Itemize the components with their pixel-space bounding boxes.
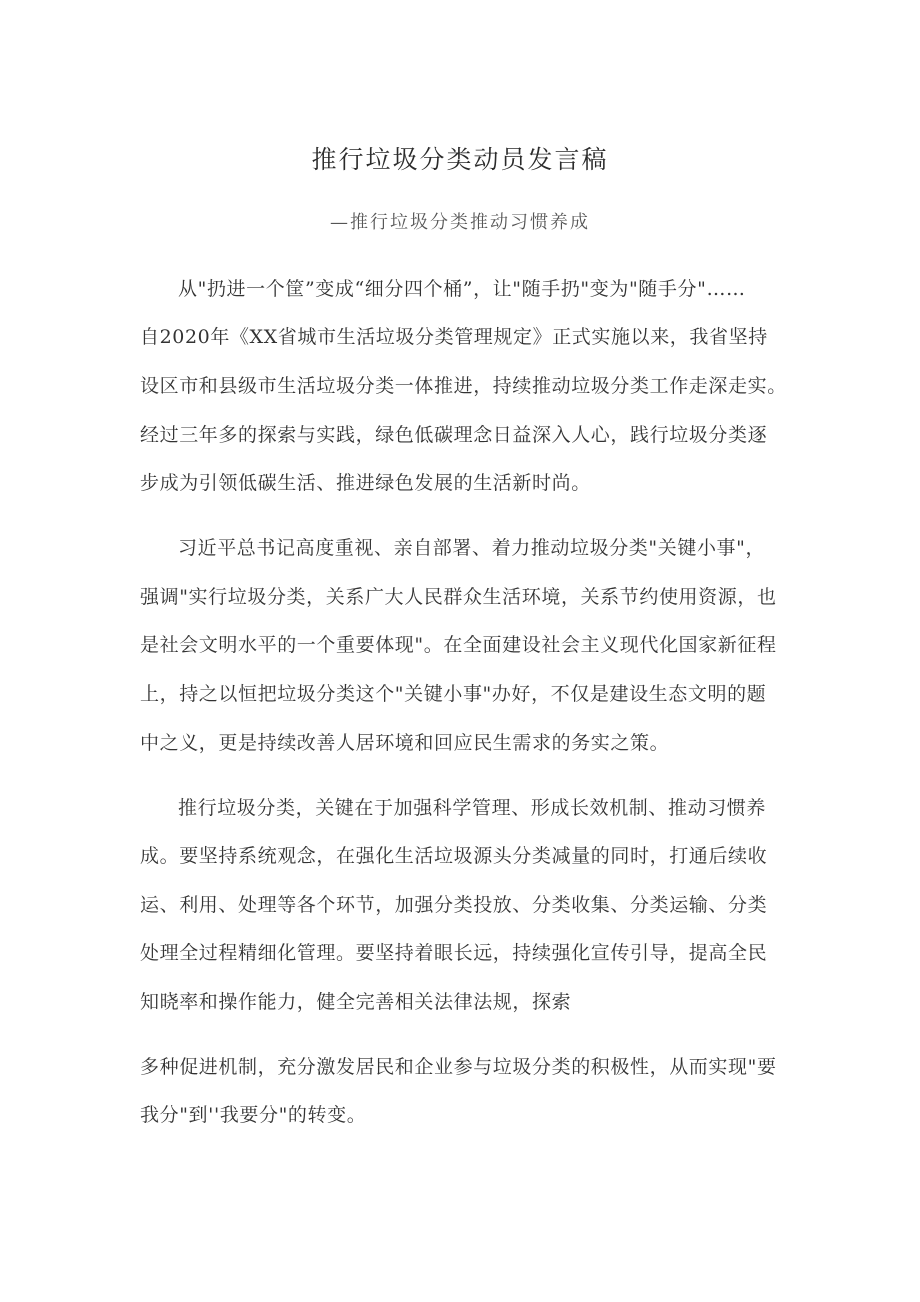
text-line: 步成为引领低碳生活、推进绿色发展的生活新时尚。 [140, 472, 591, 494]
text-line: 强调"实行垃圾分类，关系广大人民群众生活环境，关系节约使用资源，也 [140, 586, 777, 608]
document-subtitle: —推行垃圾分类推动习惯养成 [330, 212, 590, 233]
text-line: 中之义，更是持续改善人居环境和回应民生需求的务实之策。 [140, 732, 670, 754]
text-line: 多种促进机制，充分激发居民和企业参与垃圾分类的积极性，从而实现"要 [140, 1056, 777, 1078]
text-line: 运、利用、处理等各个环节，加强分类投放、分类收集、分类运输、分类 [140, 894, 768, 916]
text-line: 习近平总书记高度重视、亲自部署、着力推动垃圾分类"关键小事"， [178, 537, 766, 559]
text-line: 上，持之以恒把垃圾分类这个"关键小事"办好，不仅是建设生态文明的题 [140, 683, 767, 705]
text-line: 我分"到''我要分"的转变。 [140, 1104, 367, 1126]
text-line: 知晓率和操作能力，健全完善相关法律法规，探索 [140, 991, 572, 1013]
text-line: 设区市和县级市生活垃圾分类一体推进，持续推动垃圾分类工作走深走实。 [140, 375, 787, 397]
text-line: 从"扔进一个筐”变成“细分四个桶”，让"随手扔"变为"随手分"…… [178, 278, 746, 300]
text-line: 经过三年多的探索与实践，绿色低碳理念日益深入人心，践行垃圾分类逐 [140, 424, 768, 446]
text-line: 是社会文明水平的一个重要体现"。在全面建设社会主义现代化国家新征程 [140, 634, 777, 656]
document-title: 推行垃圾分类动员发言稿 [311, 145, 609, 174]
text-line: 自2020年《XX省城市生活垃圾分类管理规定》正式实施以来，我省坚持 [140, 326, 768, 348]
text-line: 处理全过程精细化管理。要坚持着眼长远，持续强化宣传引导，提高全民 [140, 942, 768, 964]
text-line: 推行垃圾分类，关键在于加强科学管理、形成长效机制、推动习惯养 [178, 797, 767, 819]
text-line: 成。要坚持系统观念，在强化生活垃圾源头分类减量的同时，打通后续收 [140, 845, 768, 867]
